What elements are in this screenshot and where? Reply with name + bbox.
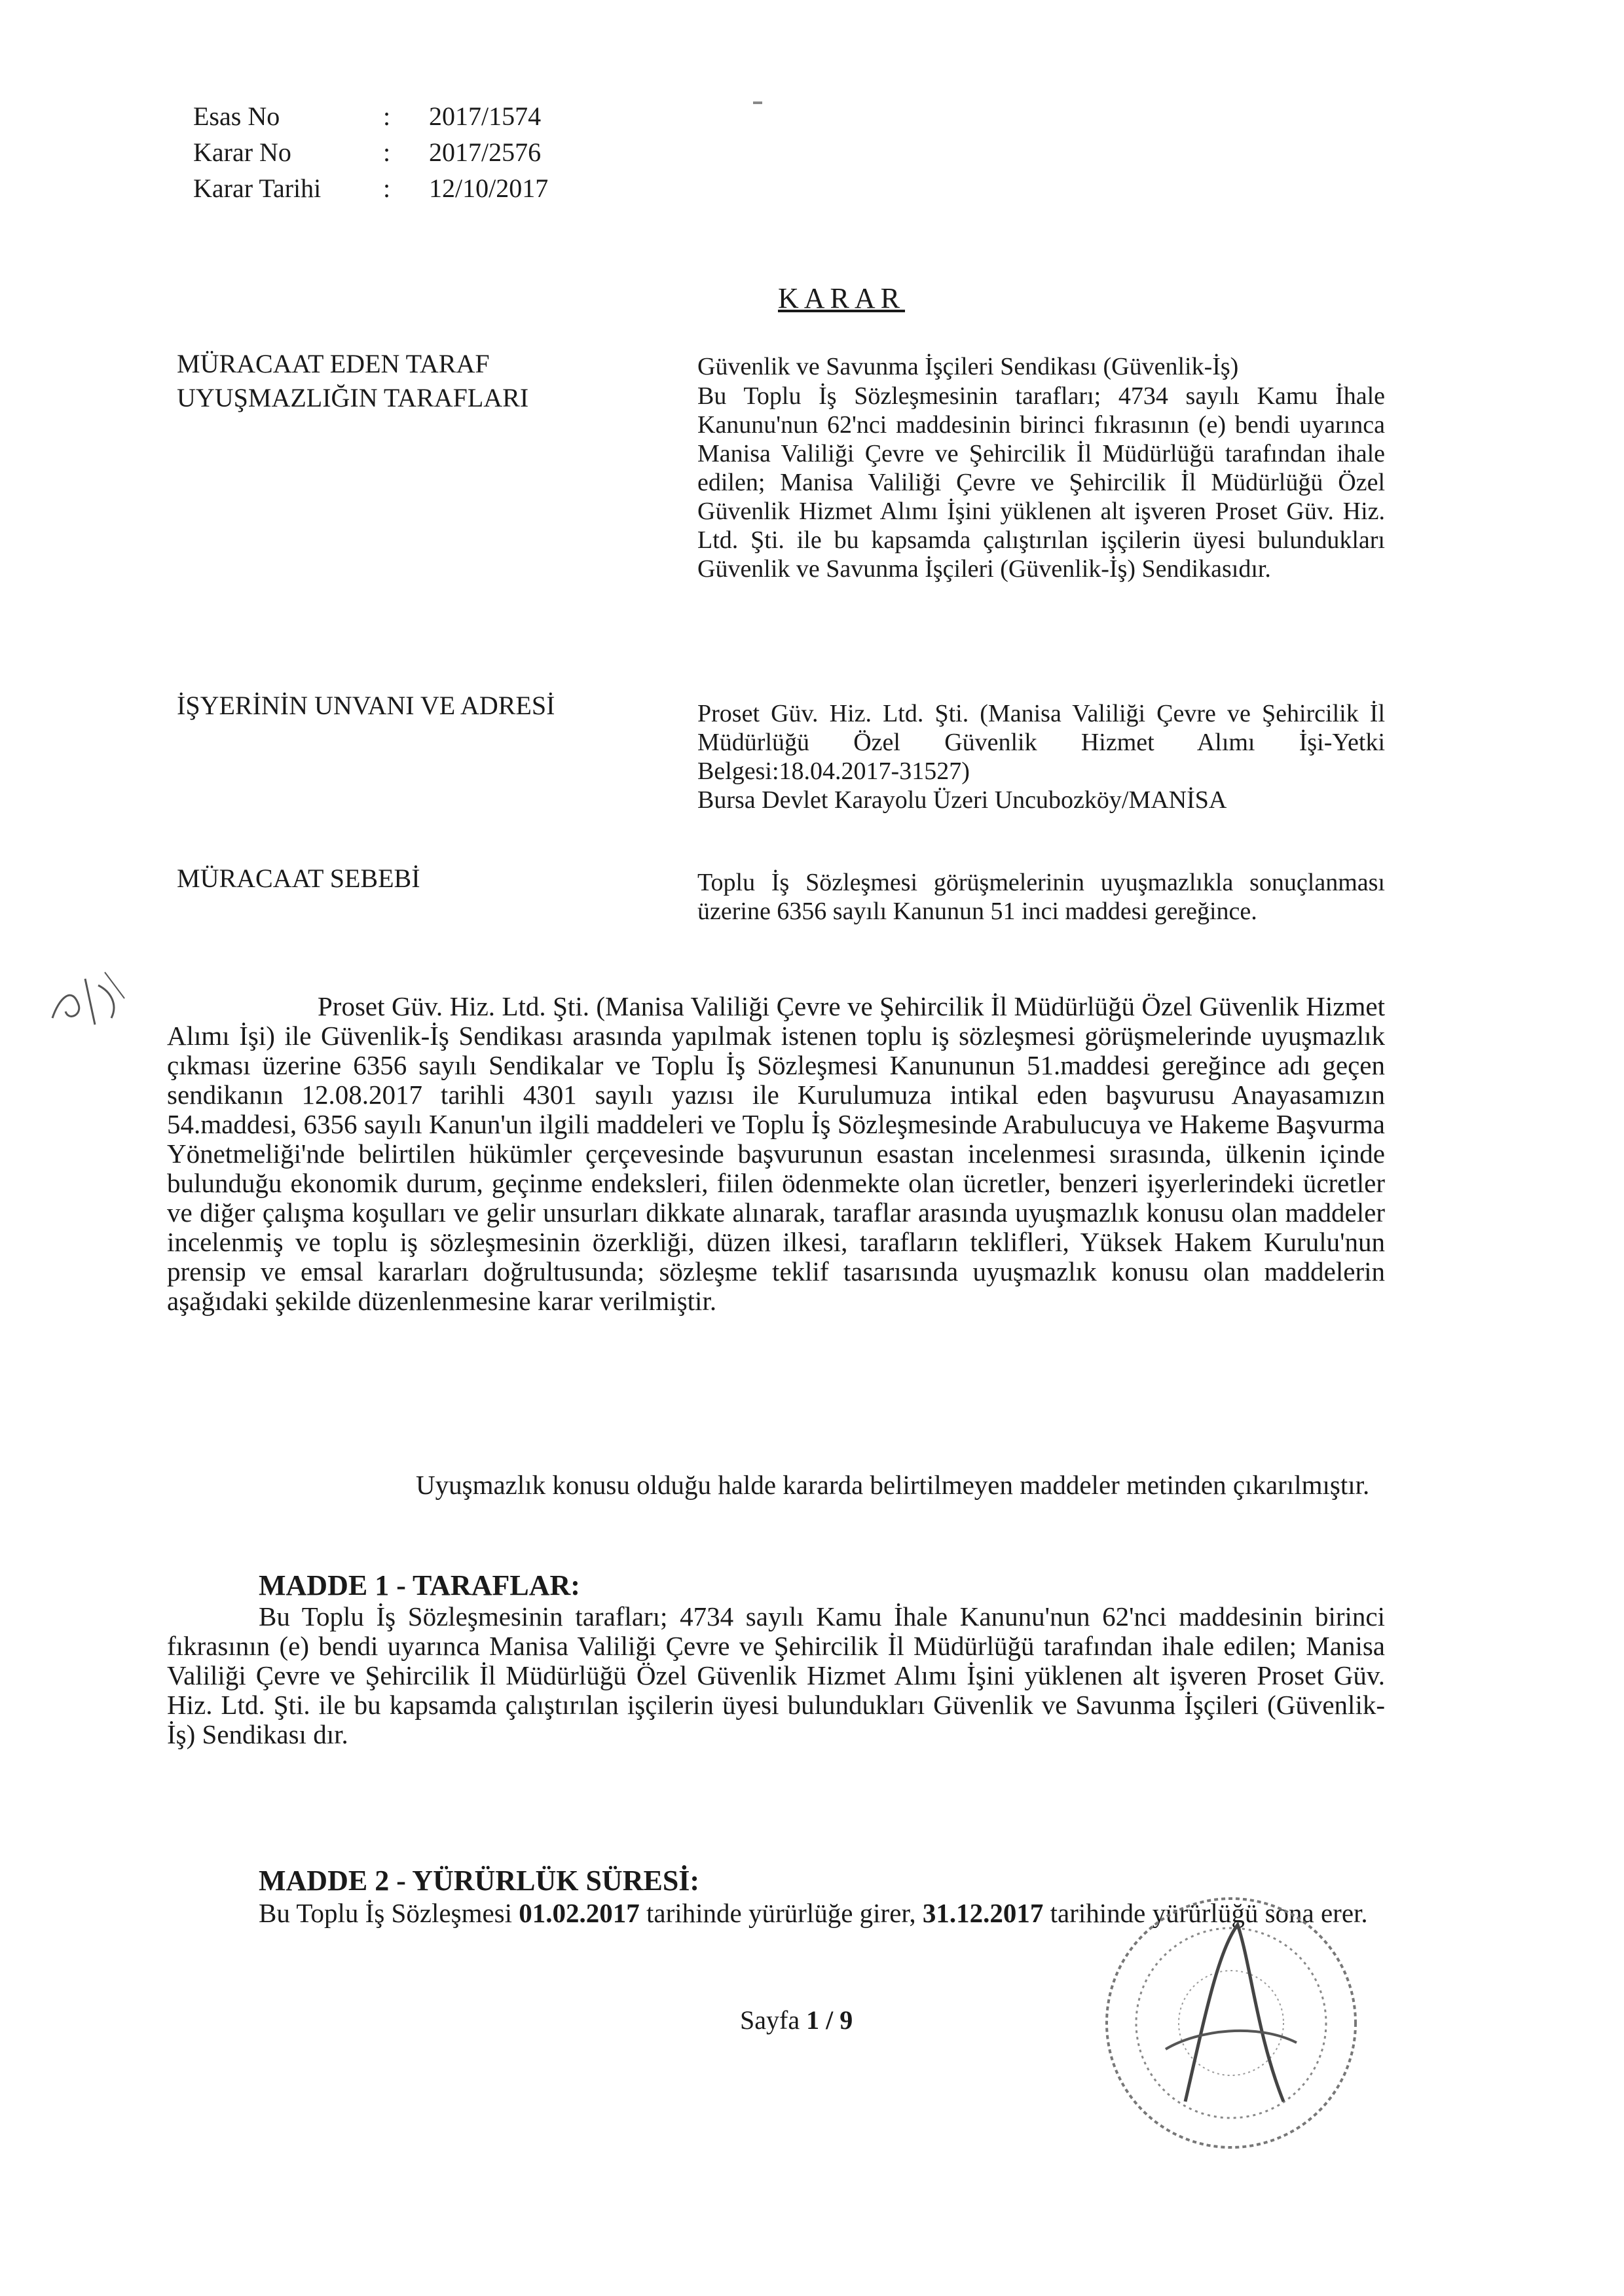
workplace-value-block (697, 699, 1385, 814)
applicant-value: Güvenlik ve Savunma İşçileri Sendikası (Güvenlik-İş) (697, 353, 1239, 380)
page-separator: / (819, 2005, 840, 2035)
handwritten-initials (39, 959, 138, 1038)
meta-value: 2017/1574 (429, 101, 542, 131)
meta-colon: : (383, 101, 391, 131)
article-1-text: Bu Toplu İş Sözleşmesinin tarafları; 4734 sayılı Kamu İhale Kanunu'nun 62'nci maddesinin birinci fıkrasının (e) bendi uyarınca Manisa Valiliği Çevre ve Şehircilik İl Müdürlüğü tarafından ihale edilen; Manisa Valiliği Çevre ve Şehircilik İl Müdürlüğü Özel Güvenlik Hizmet Alımı İşini yüklenen alt işveren Proset Güv. Hiz. Ltd. Şti. ile bu kapsamda çalıştırılan işçilerin üyesi bulundukları Güvenlik ve Savunma İşçileri (Güvenlik-İş) Sendikası dır. (167, 1601, 1385, 1749)
case-metadata (193, 98, 548, 206)
parties-value: Bu Toplu İş Sözleşmesinin tarafları; 4734 sayılı Kamu İhale Kanunu'nun 62'nci maddesinin birinci fıkrasının (e) bendi uyarınca Manisa Valiliği Çevre ve Şehircilik İl Müdürlüğü tarafından ihale edilen; Manisa Valiliği Çevre ve Şehircilik İl Müdürlüğü Özel Güvenlik Hizmet Alımı İşini yüklenen alt işveren Proset Güv. Hiz. Ltd. Şti. ile bu kapsamda çalıştırılan işçilerin üyesi bulundukları Güvenlik ve Savunma İşçileri (Güvenlik-İş) Sendikasıdır. (697, 382, 1385, 583)
article-2-text-a: Bu Toplu İş Sözleşmesi (259, 1898, 519, 1928)
meta-colon: : (383, 137, 391, 167)
workplace-label: İŞYERİNİN UNVANI VE ADRESİ (177, 691, 555, 720)
applicant-label: MÜRACAAT EDEN TARAF (177, 349, 490, 378)
page-current: 1 (806, 2005, 820, 2035)
parties-label: UYUŞMAZLIĞIN TARAFLARI (177, 383, 529, 412)
meta-value: 12/10/2017 (429, 173, 549, 203)
meta-row-tarih (193, 170, 548, 206)
scan-mark (753, 101, 762, 104)
workplace-address: Bursa Devlet Karayolu Üzeri Uncubozköy/MANİSA (697, 786, 1227, 814)
article-2-date-start: 01.02.2017 (519, 1898, 640, 1928)
reason-label: MÜRACAAT SEBEBİ (177, 864, 420, 893)
article-2-text-b: tarihinde yürürlüğe girer, (639, 1898, 923, 1928)
article-2-date-end: 31.12.2017 (922, 1898, 1044, 1928)
meta-row-esas (193, 98, 548, 134)
reason-value: Toplu İş Sözleşmesi görüşmelerinin uyuşmazlıkla sonuçlanması üzerine 6356 sayılı Kanunun 51 inci maddesi gereğince. (697, 869, 1385, 925)
article-2-heading: MADDE 2 - YÜRÜRLÜK SÜRESİ: (259, 1865, 700, 1897)
document-title: KARAR (777, 282, 906, 314)
meta-label: Esas No (193, 101, 280, 131)
page-total: 9 (840, 2005, 853, 2035)
article-2-text-c: tarihinde yürürlüğü sona erer. (1043, 1898, 1368, 1928)
page-number (740, 2005, 853, 2035)
body-paragraph-2: Uyuşmazlık konusu olduğu halde kararda belirtilmeyen maddeler metinden çıkarılmıştır. (416, 1470, 1370, 1500)
meta-colon: : (383, 173, 391, 203)
meta-value: 2017/2576 (429, 137, 542, 167)
meta-label: Karar Tarihi (193, 173, 322, 203)
workplace-value: Proset Güv. Hiz. Ltd. Şti. (Manisa Valiliği Çevre ve Şehircilik İl Müdürlüğü Özel Güvenlik Hizmet Alımı İşi-Yetki Belgesi:18.04.2017-31527) (697, 700, 1385, 785)
official-stamp (1087, 1886, 1375, 2160)
meta-row-karar (193, 134, 548, 170)
meta-label: Karar No (193, 137, 291, 167)
article-1-heading: MADDE 1 - TARAFLAR: (259, 1569, 580, 1601)
body-paragraph-1: Proset Güv. Hiz. Ltd. Şti. (Manisa Valiliği Çevre ve Şehircilik İl Müdürlüğü Özel Güvenlik Hizmet Alımı İşi) ile Güvenlik-İş Sendikası arasında yapılmak istenen toplu iş sözleşmesi görüşmelerinde uyuşmazlık çıkması üzerine 6356 sayılı Sendikalar ve Toplu İş Sözleşmesi Kanununun 51.maddesi gereğince adı geçen sendikanın 12.08.2017 tarihli 4301 sayılı yazısı ile Kurulumuza intikal eden başvurusu Anayasamızın 54.maddesi, 6356 sayılı Kanun'un ilgili maddeleri ve Toplu İş Sözleşmesinde Arabulucuya ve Hakeme Başvurma Yönetmeliği'nde belirtilen hükümler çerçevesinde başvurunun esastan incelenmesi sırasında, ülkenin içinde bulunduğu ekonomik durum, geçinme endeksleri, fiilen ödenmekte olan ücretler, benzeri işyerlerindeki ücretler ve diğer çalışma koşulları ve gelir unsurları dikkate alınarak, taraflar arasında uyuşmazlık konusu olan maddeler incelenmiş ve toplu iş sözleşmesinin özerkliği, düzen ilkesi, tarafların teklifleri, Yüksek Hakem Kurulu'nun prensip ve emsal kararları doğrultusunda; sözleşme teklif tasarısında uyuşmazlık konusu olan maddelerin aşağıdaki şekilde düzenlenmesine karar verilmiştir. (167, 991, 1385, 1316)
page-prefix: Sayfa (740, 2005, 807, 2035)
